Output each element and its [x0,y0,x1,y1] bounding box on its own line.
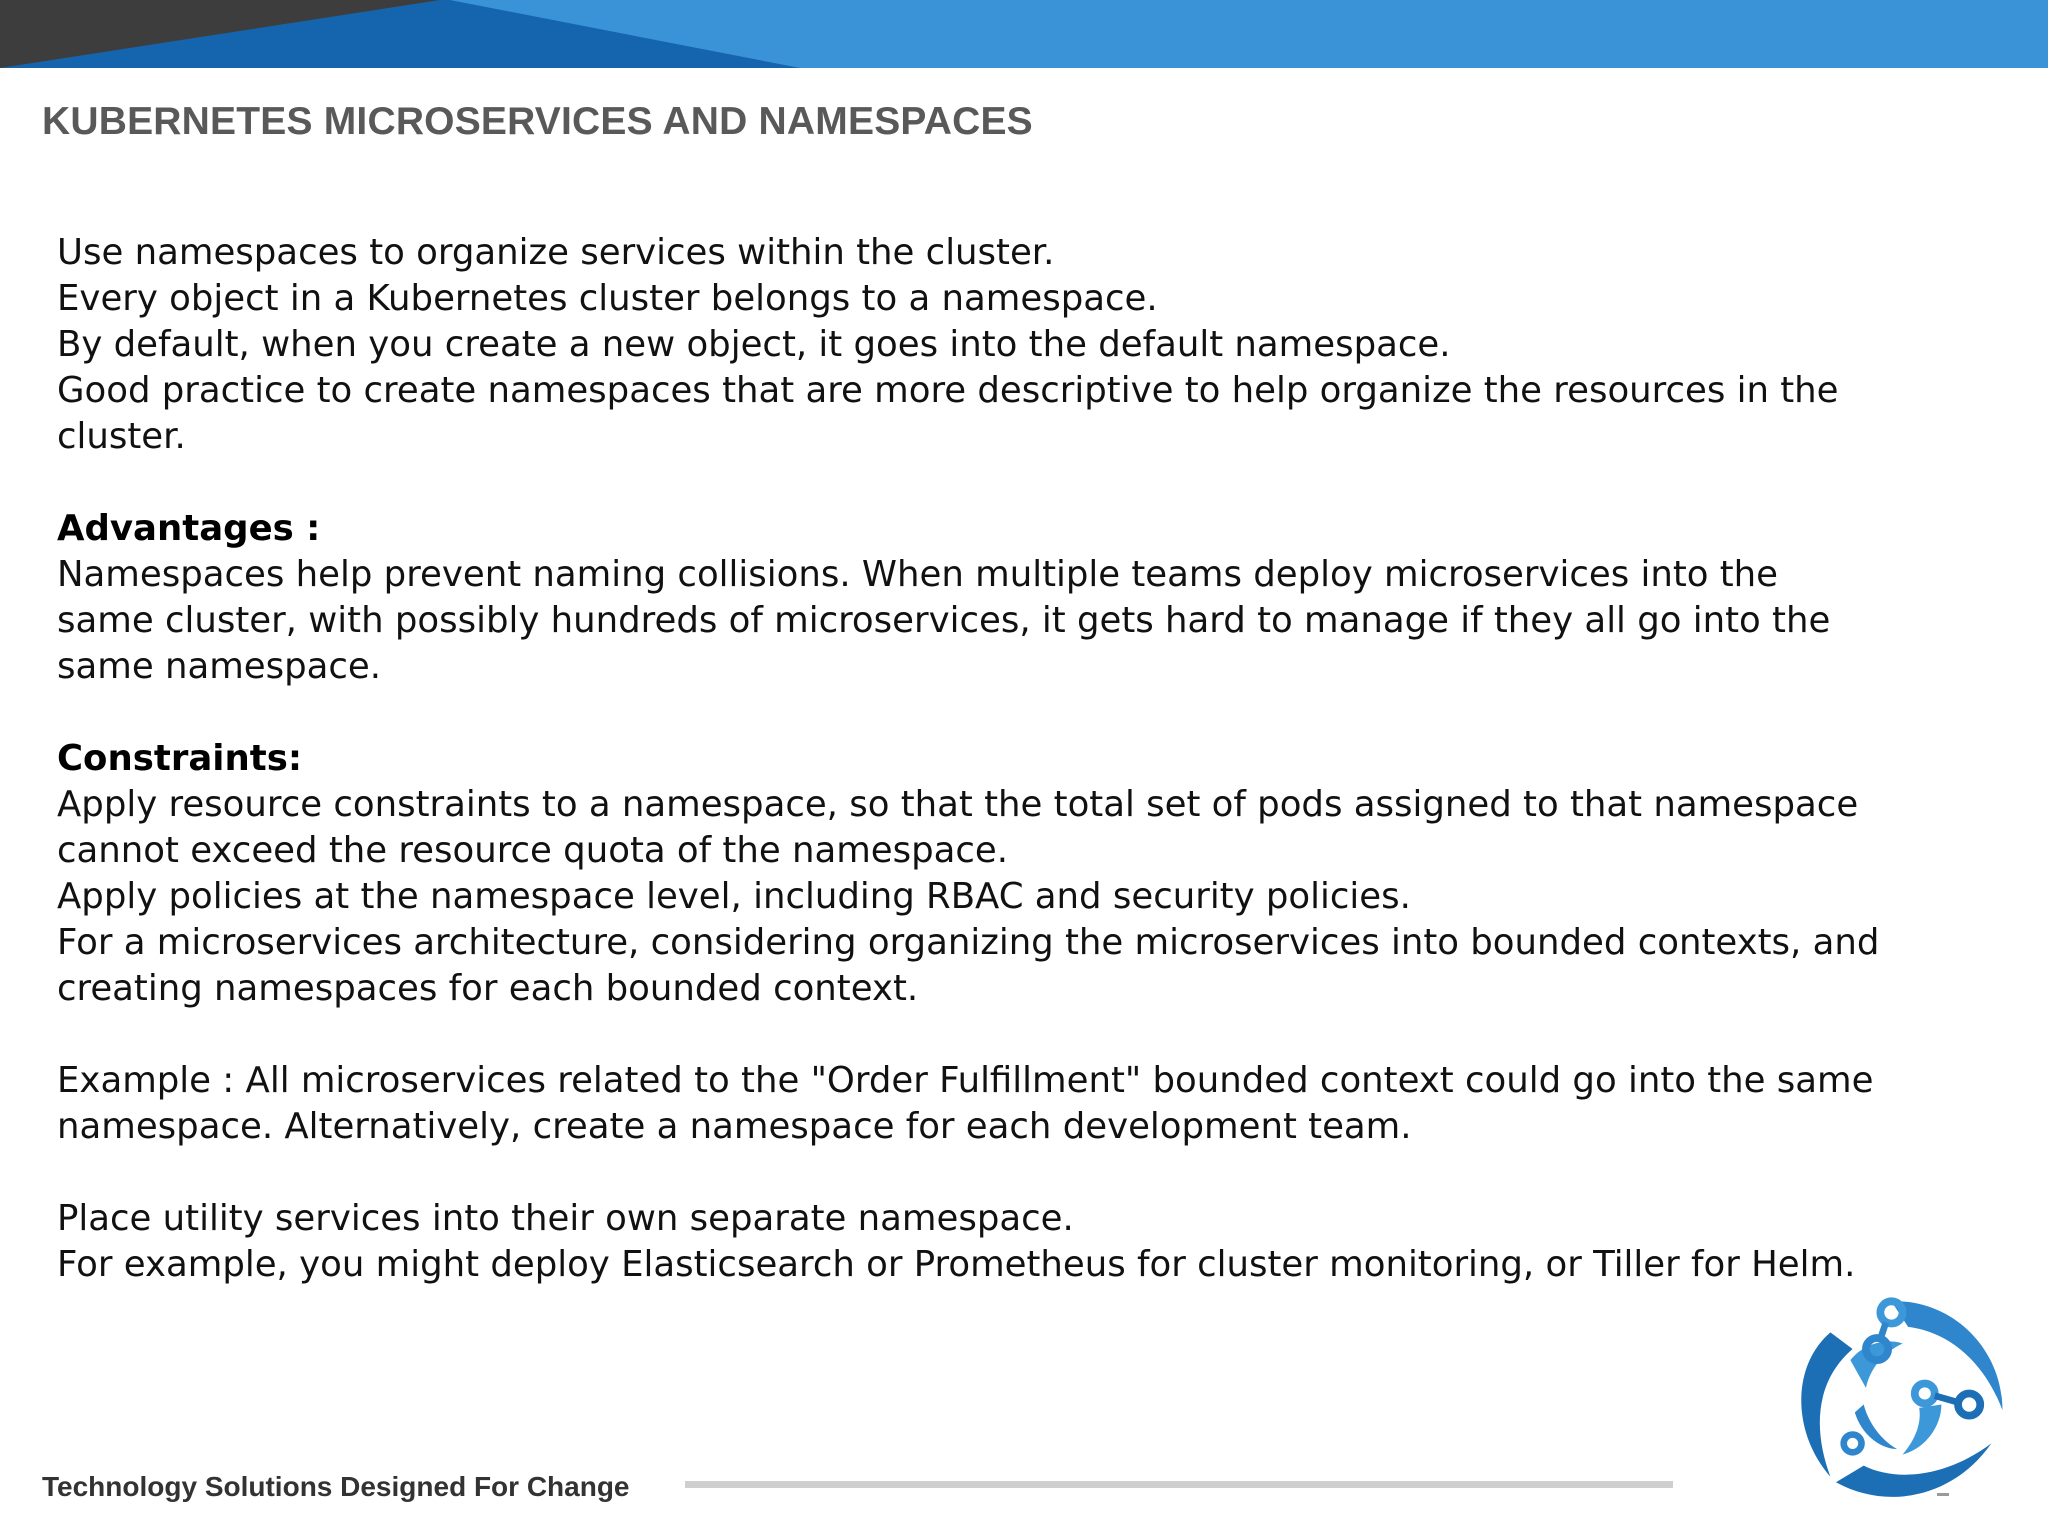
body-line: namespace. Alternatively, create a namespace for each development team. [57,1106,1412,1147]
footer-divider [685,1481,1673,1488]
body-line: same cluster, with possibly hundreds of microservices, it gets hard to manage if they all go into the [57,600,1831,641]
constraints-heading: Constraints: [57,738,303,779]
slide-title: KUBERNETES MICROSERVICES AND NAMESPACES [42,100,1033,143]
paragraph-gap [57,1150,1977,1196]
body-line: same namespace. [57,646,382,687]
body-line: Namespaces help prevent naming collisions. When multiple teams deploy microservices into the [57,554,1779,595]
body-line: creating namespaces for each bounded context. [57,968,919,1009]
body-line: By default, when you create a new object, it goes into the default namespace. [57,324,1451,365]
advantages-heading: Advantages : [57,508,321,549]
top-banner [0,0,2048,68]
body-line: cluster. [57,416,186,457]
body-line: Apply resource constraints to a namespace, so that the total set of pods assigned to that namespace [57,784,1859,825]
body-line: cannot exceed the resource quota of the namespace. [57,830,1009,871]
body-line: Good practice to create namespaces that are more descriptive to help organize the resources in the [57,370,1839,411]
company-swirl-logo-icon [1786,1288,2008,1510]
body-line: For example, you might deploy Elasticsearch or Prometheus for cluster monitoring, or Tiller for Helm. [57,1244,1856,1285]
body-line: Apply policies at the namespace level, including RBAC and security policies. [57,876,1411,917]
paragraph-gap [57,690,1977,736]
slide-body [57,230,1977,1288]
paragraph-gap [57,1012,1977,1058]
paragraph-gap [57,460,1977,506]
body-line: Every object in a Kubernetes cluster belongs to a namespace. [57,278,1158,319]
body-line: Use namespaces to organize services within the cluster. [57,232,1055,273]
body-line: Example : All microservices related to the "Order Fulfillment" bounded context could go into the same [57,1060,1874,1101]
body-line: Place utility services into their own separate namespace. [57,1198,1074,1239]
footer-tagline: Technology Solutions Designed For Change [42,1471,630,1502]
page-number-mark [1937,1493,1949,1496]
body-line: For a microservices architecture, considering organizing the microservices into bounded contexts, and [57,922,1880,963]
